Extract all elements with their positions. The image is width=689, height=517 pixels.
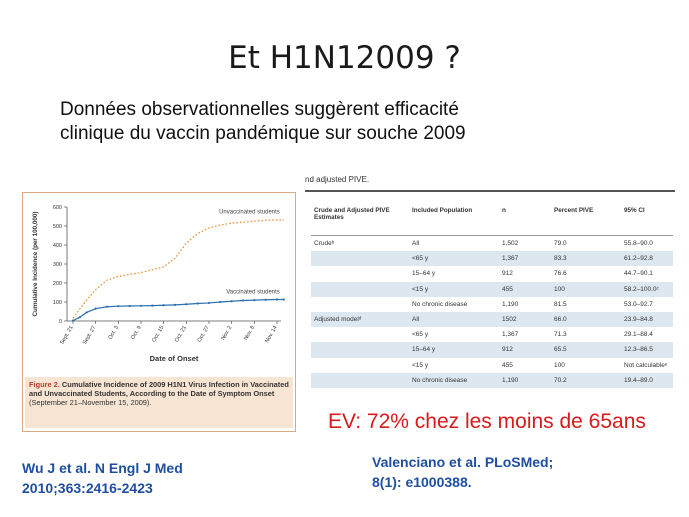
legend-label-vaccinated: Vaccinated students xyxy=(226,289,280,296)
cell-estimate-label xyxy=(311,358,409,373)
series-point-vaccinated xyxy=(86,311,88,313)
header-n: n xyxy=(499,205,551,236)
series-point-vaccinated xyxy=(242,299,244,301)
cell-ci: 23.9–84.8 xyxy=(621,312,673,327)
series-point-vaccinated xyxy=(117,305,119,307)
cell-estimate-label: Crudeᵇ xyxy=(314,240,335,247)
header-ci: 95% CI xyxy=(621,205,673,236)
cell-ci: 12.3–86.5 xyxy=(621,342,673,357)
table-row xyxy=(311,282,673,297)
incidence-chart xyxy=(23,193,295,377)
figure-caption-dates: (September 21–November 15, 2009). xyxy=(29,398,152,408)
cell-population: All xyxy=(409,312,499,327)
cell-ci: 53.0–92.7 xyxy=(624,300,653,308)
cell-population: No chronic disease xyxy=(409,373,499,388)
cell-estimate-label xyxy=(311,282,409,297)
x-tick-label: Nov. 14 xyxy=(264,325,279,345)
cell-estimate-label: Adjusted modelᵈ xyxy=(311,312,409,327)
cell-population: 15–64 y xyxy=(412,270,436,278)
x-tick-label: Oct. 3 xyxy=(107,325,121,341)
table-body xyxy=(311,236,673,389)
cell-estimate-label xyxy=(311,266,409,281)
series-point-vaccinated xyxy=(283,298,285,300)
series-point-vaccinated xyxy=(253,299,255,301)
x-tick-label: Nov. 2 xyxy=(220,325,234,342)
header-population: Included Population xyxy=(409,205,499,236)
x-tick-label: Nov. 8 xyxy=(243,325,257,342)
series-point-vaccinated xyxy=(129,305,131,307)
cell-n: 1,367 xyxy=(499,251,551,266)
figure-caption xyxy=(25,377,293,428)
subtitle-line-2: clinique du vaccin pandémique sur souche 2009 xyxy=(60,123,466,144)
cell-n: 1,190 xyxy=(499,373,551,388)
series-point-vaccinated xyxy=(95,308,97,310)
cell-n: 912 xyxy=(499,342,551,357)
cell-ci: 61.2–92.8 xyxy=(621,251,673,266)
x-axis-label: Date of Onset xyxy=(149,354,199,363)
effectiveness-statement: EV: 72% chez les moins de 65ans xyxy=(328,410,646,433)
header-percent-pive: Percent PIVE xyxy=(551,205,621,236)
cell-n: 1,190 xyxy=(502,300,519,308)
pive-table-panel xyxy=(305,170,685,402)
series-point-vaccinated xyxy=(106,306,108,308)
cell-ci: 29.1–88.4 xyxy=(624,331,653,339)
series-point-vaccinated xyxy=(185,303,187,305)
pive-table xyxy=(311,205,673,388)
cell-estimate-label xyxy=(311,342,409,357)
table-row xyxy=(311,236,673,252)
y-tick-label: 300 xyxy=(52,262,62,268)
series-point-vaccinated xyxy=(208,302,210,304)
x-tick-label: Oct. 9 xyxy=(130,325,143,341)
table-row xyxy=(311,373,673,388)
table-row xyxy=(311,251,673,266)
cell-estimate-label xyxy=(311,373,409,388)
reference-valenciano-line-2: 8(1): e1000388. xyxy=(372,474,472,490)
y-tick-label: 500 xyxy=(52,224,62,230)
series-point-vaccinated xyxy=(265,299,267,301)
cell-population: 15–64 y xyxy=(409,342,499,357)
series-line-unvaccinated xyxy=(73,220,284,318)
x-tick-label: Sept. 27 xyxy=(81,325,98,346)
table-row xyxy=(311,342,673,357)
legend-label-unvaccinated: Unvaccinated students xyxy=(219,209,280,216)
cell-population: <15 y xyxy=(409,282,499,297)
cell-estimate-label xyxy=(311,251,409,266)
series-point-vaccinated xyxy=(219,301,221,303)
y-tick-label: 0 xyxy=(58,319,62,325)
cell-percent-pive: 100 xyxy=(551,282,621,297)
series-point-vaccinated xyxy=(151,305,153,307)
cell-percent-pive: 70.2 xyxy=(551,373,621,388)
table-row xyxy=(311,297,673,312)
series-point-vaccinated xyxy=(140,305,142,307)
cell-population: All xyxy=(412,240,420,247)
x-tick-label: Oct. 27 xyxy=(196,325,211,344)
cell-percent-pive: 83.3 xyxy=(551,251,621,266)
series-point-vaccinated xyxy=(163,304,165,306)
reference-valenciano-line-1: Valenciano et al. PLoSMed; xyxy=(372,454,554,470)
cell-n: 1,502 xyxy=(502,240,519,247)
table-header-row xyxy=(311,205,673,236)
x-tick-label: Oct. 15 xyxy=(151,325,166,344)
cell-percent-pive: 79.0 xyxy=(554,240,567,247)
cell-percent-pive: 65.5 xyxy=(551,342,621,357)
series-point-vaccinated xyxy=(197,302,199,304)
cell-population: No chronic disease xyxy=(412,300,468,308)
header-estimates: Crude and Adjusted PIVE Estimates xyxy=(311,205,409,236)
figure-panel xyxy=(22,192,296,432)
series-point-vaccinated xyxy=(231,300,233,302)
cell-percent-pive: 81.5 xyxy=(554,300,567,308)
cell-ci: 55.8–90.0 xyxy=(624,240,653,247)
slide-subtitle xyxy=(60,98,660,146)
series-line-vaccinated xyxy=(73,300,284,321)
table-title: nd adjusted PIVE. xyxy=(305,175,370,184)
y-tick-label: 200 xyxy=(52,281,62,287)
cell-n: 912 xyxy=(502,270,513,278)
series-point-vaccinated xyxy=(79,316,81,318)
x-tick-label: Sept. 21 xyxy=(59,325,75,346)
reference-wu-line-1: Wu J et al. N Engl J Med xyxy=(22,460,183,476)
cell-population: <65 y xyxy=(412,331,429,339)
table-row xyxy=(311,358,673,373)
cell-ci: 58.2–100.0ᶜ xyxy=(621,282,673,297)
series-point-vaccinated xyxy=(276,298,278,300)
series-point-vaccinated xyxy=(174,304,176,306)
figure-caption-label: Figure 2. xyxy=(29,380,60,389)
reference-wu xyxy=(22,458,183,498)
cell-n: 1502 xyxy=(499,312,551,327)
y-tick-label: 600 xyxy=(52,205,62,211)
y-axis-label: Cumulative Incidence (per 100,000) xyxy=(32,211,39,317)
subtitle-line-1: Données observationnelles suggèrent efficacité xyxy=(60,99,459,120)
cell-population: <15 y xyxy=(412,361,429,369)
slide-title: Et H1N12009 ? xyxy=(228,40,461,76)
cell-n: 455 xyxy=(499,282,551,297)
cell-n: 455 xyxy=(502,361,513,369)
reference-valenciano xyxy=(372,452,553,492)
cell-percent-pive: 66.0 xyxy=(551,312,621,327)
cell-population: <65 y xyxy=(409,251,499,266)
cell-percent-pive: 100 xyxy=(554,361,565,369)
figure-caption-title: Cumulative Incidence of 2009 H1N1 Virus Infection in Vaccinated and Unvaccinated Students, According to the Date of Symptom Onset xyxy=(29,380,289,399)
reference-wu-line-2: 2010;363:2416-2423 xyxy=(22,480,153,496)
cell-ci: 44.7–90.1 xyxy=(624,270,653,278)
cell-estimate-label xyxy=(311,327,409,342)
x-tick-label: Oct. 21 xyxy=(174,325,189,344)
cell-ci: Not calculableᵉ xyxy=(624,361,668,369)
cell-n: 1,367 xyxy=(502,331,519,339)
series-point-vaccinated xyxy=(72,320,74,322)
table-top-rule xyxy=(305,190,675,192)
cell-estimate-label xyxy=(311,297,409,312)
table-row xyxy=(311,266,673,281)
cell-percent-pive: 71.3 xyxy=(554,331,567,339)
y-tick-label: 100 xyxy=(52,300,62,306)
table-row xyxy=(311,327,673,342)
y-tick-label: 400 xyxy=(52,243,62,249)
cell-percent-pive: 76.6 xyxy=(554,270,567,278)
cell-ci: 19.4–89.0 xyxy=(621,373,673,388)
table-row xyxy=(311,312,673,327)
